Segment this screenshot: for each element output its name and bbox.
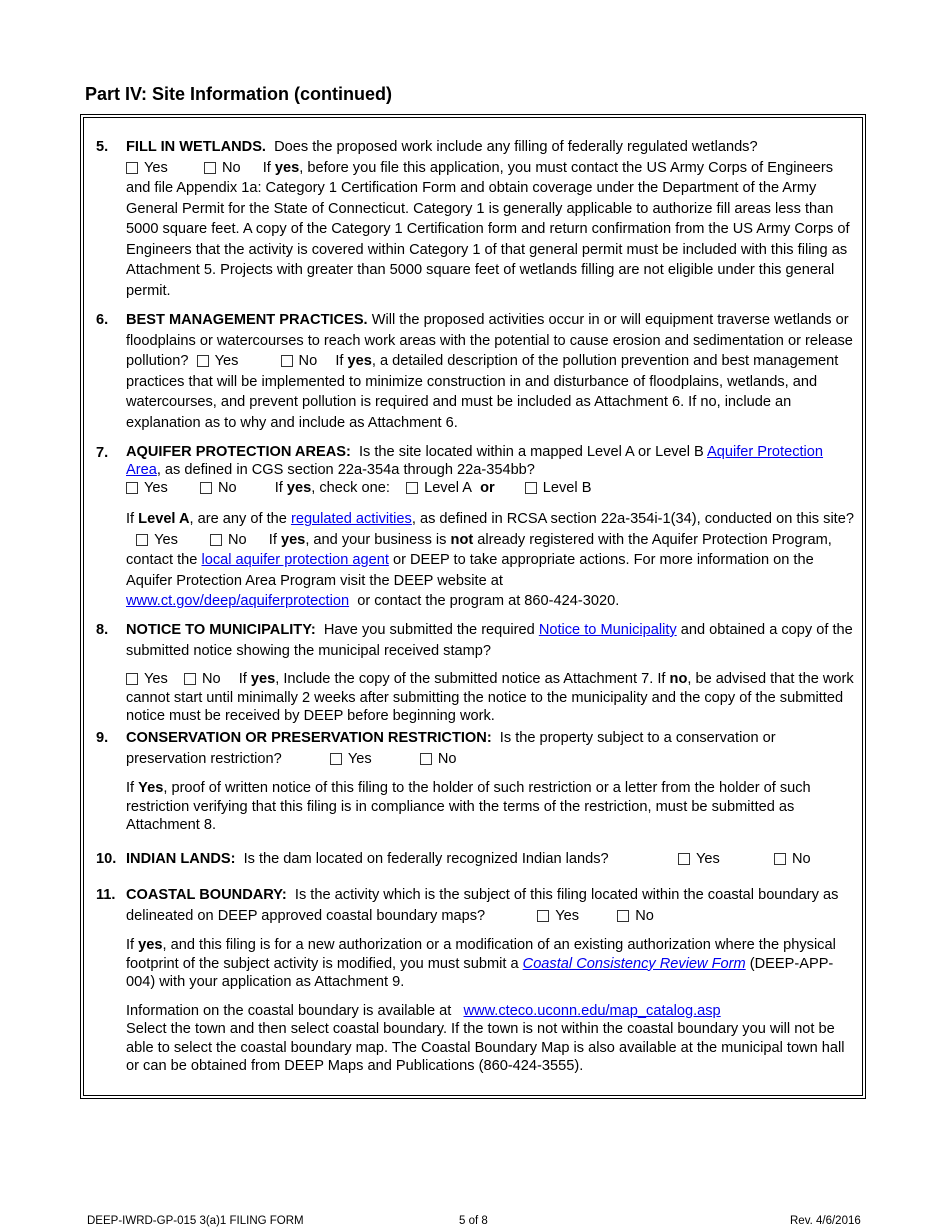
text-bold: Level A <box>138 511 190 527</box>
item-heading: CONSERVATION OR PRESERVATION RESTRICTION: <box>126 730 492 746</box>
yes-checkbox[interactable] <box>537 910 549 922</box>
text: , are any of the <box>189 511 287 527</box>
level-b-checkbox[interactable] <box>525 482 537 494</box>
item-number: 10. <box>96 851 117 867</box>
aquifer-protection-area-link[interactable]: Aquifer Protection Area <box>126 444 824 478</box>
item-heading: COASTAL BOUNDARY: <box>126 887 287 903</box>
item-question: Does the proposed work include any filling of federally regulated wetlands? <box>274 139 758 155</box>
item-heading: AQUIFER PROTECTION AREAS: <box>126 444 351 460</box>
text: , as defined in RCSA section 22a-354i-1(34), conducted on this site? <box>411 511 854 527</box>
yes-checkbox[interactable] <box>126 673 138 685</box>
item-question: Is the property subject to a conservation or preservation restriction? <box>126 730 776 767</box>
yes-checkbox[interactable] <box>678 853 690 865</box>
item-10-indian-lands <box>96 849 856 870</box>
item-heading: FILL IN WETLANDS. <box>126 139 266 155</box>
text: , be advised that the work cannot start until minimally 2 weeks after submitting the notice to the municipality and the copy of the submitted notice must be received by DEEP before beginning work. <box>126 671 854 724</box>
text-bold: yes <box>138 937 163 953</box>
regulated-activities-link[interactable]: regulated activities <box>290 511 412 527</box>
item-number: 6. <box>96 312 109 328</box>
text-bold: yes <box>280 531 306 548</box>
footer-revision: Rev. 4/6/2016 <box>790 1215 861 1227</box>
local-aquifer-protection-agent-link[interactable]: local aquifer protection agent <box>201 552 389 568</box>
no-label: No <box>221 159 241 176</box>
text-bold: yes <box>250 671 276 687</box>
notice-to-municipality-link[interactable]: Notice to Municipality <box>538 622 677 638</box>
item-heading: NOTICE TO MUNICIPALITY: <box>126 622 316 638</box>
text: , check one: <box>311 480 390 496</box>
no-label: No <box>201 671 221 687</box>
text: , and this filing is for a new authorization or a modification of an existing authorization where the physical footprint of the subject activity is modified, you must submit a <box>126 937 836 972</box>
no-label: No <box>217 480 237 496</box>
text-bold: yes <box>286 480 312 496</box>
item-number: 9. <box>96 730 109 746</box>
text: , and your business is <box>305 531 447 548</box>
text-bold: no <box>669 671 688 687</box>
item-question: Is the site located within a mapped Level A or Level B <box>358 444 704 460</box>
item-number: 8. <box>96 622 109 638</box>
item-heading: BEST MANAGEMENT PRACTICES. <box>126 312 368 328</box>
text-bold: not <box>450 531 474 548</box>
no-checkbox[interactable] <box>420 753 432 765</box>
item-7-aquifer-protection-areas <box>96 443 856 612</box>
item-9-conservation-restriction <box>96 728 856 835</box>
footer-page-number: 5 of 8 <box>459 1215 488 1227</box>
text: If <box>268 531 277 548</box>
item-question-end: and obtained a copy of the submitted notice showing the municipal received stamp? <box>126 622 853 659</box>
text: If <box>262 159 271 176</box>
yes-label: Yes <box>214 353 239 369</box>
level-a-checkbox[interactable] <box>406 482 418 494</box>
coastal-map-catalog-link[interactable]: www.cteco.uconn.edu/map_catalog.asp <box>463 1002 721 1019</box>
no-label: No <box>635 907 654 924</box>
no-checkbox[interactable] <box>200 482 212 494</box>
item-number: 5. <box>96 139 109 155</box>
item-heading: INDIAN LANDS: <box>126 851 236 867</box>
yes-checkbox[interactable] <box>136 534 148 546</box>
text: If <box>126 780 135 796</box>
item-6-best-management-practices <box>96 310 856 433</box>
item-number: 7. <box>96 445 109 461</box>
text: (DEEP-APP-004) with your application as Attachment 9. <box>126 955 834 990</box>
aquifer-protection-website-link[interactable]: www.ct.gov/deep/aquiferprotection <box>126 593 350 609</box>
text: already registered with the Aquifer Protection Program, contact the <box>126 531 832 568</box>
yes-checkbox[interactable] <box>197 355 209 367</box>
item-question: Is the activity which is the subject of this filing located within the coastal boundary as delineated on DEEP approved coastal boundary maps? <box>126 887 839 924</box>
no-checkbox[interactable] <box>774 853 786 865</box>
no-label: No <box>792 851 811 867</box>
yes-checkbox[interactable] <box>126 162 138 174</box>
yes-label: Yes <box>555 907 580 924</box>
item-text: , proof of written notice of this filing to the holder of such restriction or a letter from the holder of such restriction verifying that this filing is in compliance with the terms of the restriction, must be submitted as Attachment 8. <box>126 780 811 833</box>
coastal-consistency-review-form-link[interactable]: Coastal Consistency Review Form <box>522 955 746 972</box>
item-question: Is the dam located on federally recognized Indian lands? <box>243 851 609 867</box>
text-bold: yes <box>347 353 372 369</box>
text-bold: or <box>480 480 495 496</box>
yes-label: Yes <box>144 159 168 176</box>
text: or contact the program at 860-424-3020. <box>357 593 620 609</box>
item-question: Have you submitted the required <box>323 622 535 638</box>
no-checkbox[interactable] <box>210 534 222 546</box>
item-question: Will the proposed activities occur in or will equipment traverse wetlands or floodplains or watercourses to reach work areas with the potential to cause erosion and sedimentation or release pollution? <box>126 312 853 369</box>
item-text: , before you file this application, you must contact the US Army Corps of Engineers and file Appendix 1a: Category 1 Certification Form and obtain coverage under the Department of the Army General Permit for the State of Connecticut. Category 1 is generally applicable to authorize fill areas less than 5000 square feet. A copy of the Category 1 Certification form and return confirmation from the US Army Corps of Engineers that the activity is covered within Category 1 of that general permit must be included with this filing as Attachment 5. Projects with greater than 5000 square feet of wetlands filling are not eligible under this general permit. <box>126 159 850 299</box>
yes-checkbox[interactable] <box>330 753 342 765</box>
level-b-label: Level B <box>542 480 592 496</box>
text: or DEEP to take appropriate actions. For more information on the Aquifer Protection Area Program visit the DEEP website at <box>126 552 814 589</box>
item-5-fill-in-wetlands <box>96 137 856 301</box>
level-a-label: Level A <box>424 480 472 496</box>
item-8-notice-to-municipality <box>96 620 856 726</box>
no-label: No <box>228 531 247 548</box>
page-title: Part IV: Site Information (continued) <box>85 84 393 104</box>
no-checkbox[interactable] <box>281 355 293 367</box>
text: If <box>335 353 344 369</box>
item-11-coastal-boundary <box>96 885 856 1076</box>
no-checkbox[interactable] <box>617 910 629 922</box>
no-label: No <box>298 353 318 369</box>
yes-label: Yes <box>154 531 178 548</box>
text: If <box>126 511 135 527</box>
item-text: , a detailed description of the pollution prevention and best management practices that will be implemented to minimize construction in and disturbance of floodplains, wetlands, and watercourses, and prevent pollution is required and must be included as Attachment 6. If no, include an explanation as to why and include as Attachment 6. <box>126 353 839 431</box>
no-checkbox[interactable] <box>204 162 216 174</box>
yes-label: Yes <box>347 750 372 767</box>
yes-checkbox[interactable] <box>126 482 138 494</box>
no-label: No <box>437 750 457 767</box>
text: Information on the coastal boundary is available at <box>126 1002 452 1019</box>
item-number: 11. <box>96 887 116 903</box>
text-bold: yes <box>274 159 300 176</box>
footer-form-id: DEEP-IWRD-GP-015 3(a)1 FILING FORM <box>87 1215 304 1227</box>
yes-label: Yes <box>144 671 168 687</box>
text: If <box>238 671 247 687</box>
text: If <box>126 937 135 953</box>
text: , Include the copy of the submitted notice as Attachment 7. If <box>275 671 666 687</box>
no-checkbox[interactable] <box>184 673 196 685</box>
yes-label: Yes <box>144 480 168 496</box>
text: If <box>274 480 283 496</box>
item-question-end: , as defined in CGS section 22a-354a through 22a-354bb? <box>156 462 535 478</box>
text-bold: Yes <box>138 780 164 796</box>
text: Select the town and then select coastal boundary. If the town is not within the coastal boundary you will not be able to select the coastal boundary map. The Coastal Boundary Map is also available at the municipal town hall or can be obtained from DEEP Maps and Publications (860-424-3555). <box>126 1021 845 1074</box>
yes-label: Yes <box>696 851 720 867</box>
